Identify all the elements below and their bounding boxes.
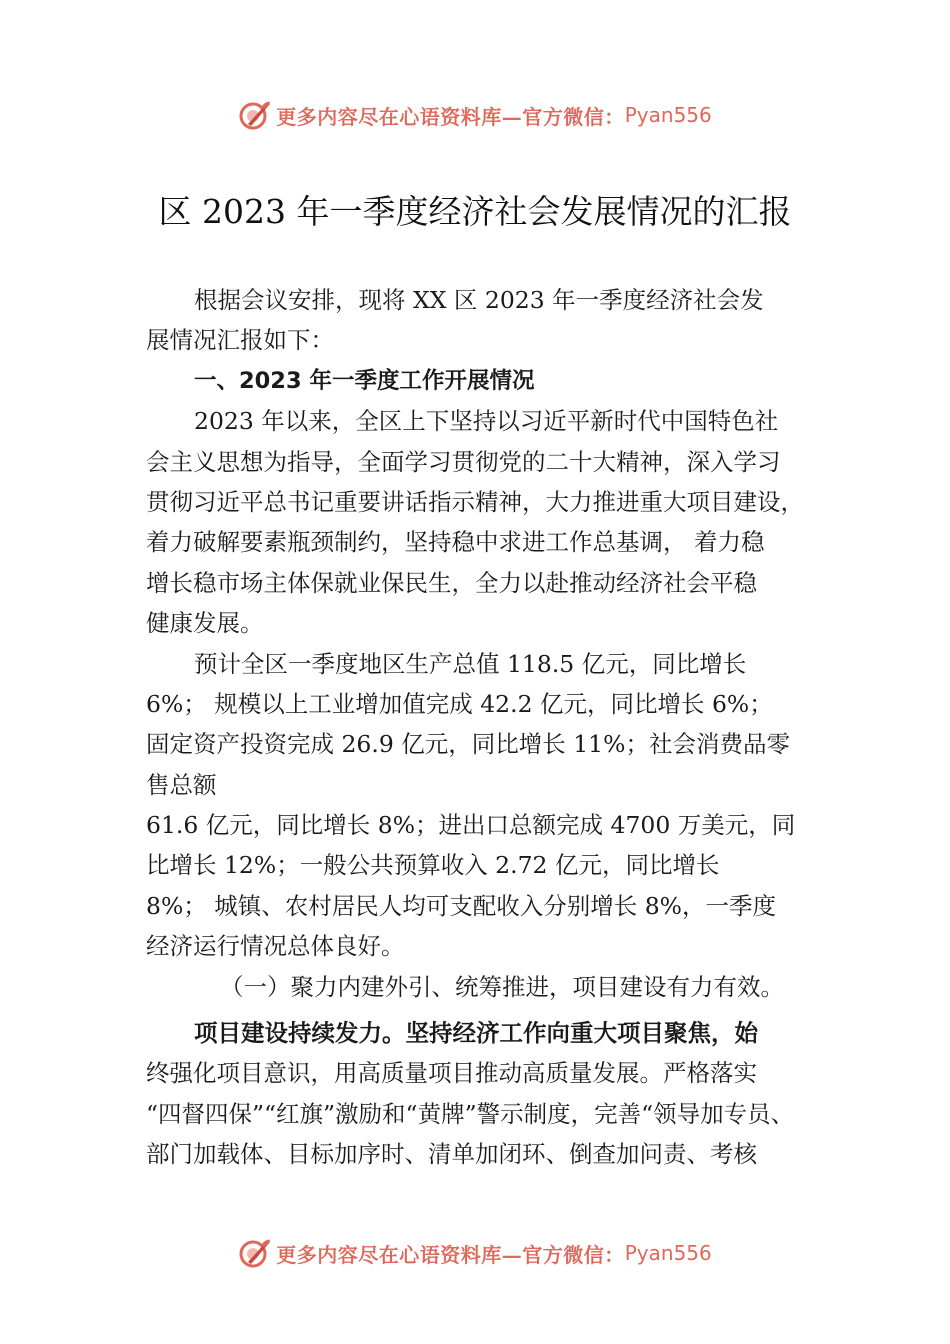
- paragraph-line: 增长稳市场主体保就业保民生，全力以赴推动经济社会平稳: [146, 568, 757, 597]
- paragraph-line: 8%； 城镇、农村居民人均可支配收入分别增长 8%，一季度: [146, 891, 777, 920]
- paragraph-line: 预计全区一季度地区生产总值 118.5 亿元，同比增长: [194, 649, 747, 678]
- quill-pen-circle-icon: [238, 1236, 272, 1270]
- paragraph-line: 部门加载体、目标加序时、清单加闭环、倒查加问责、考核: [146, 1140, 757, 1169]
- paragraph-line: 着力破解要素瓶颈制约，坚持稳中求进工作总基调， 着力稳: [146, 528, 765, 557]
- watermark-wechat-id: Pyan556: [624, 103, 712, 127]
- paragraph-line: 经济运行情况总体良好。: [146, 932, 405, 961]
- section-heading: 一、2023 年一季度工作开展情况: [194, 367, 535, 394]
- paragraph-line: 6%； 规模以上工业增加值完成 42.2 亿元，同比增长 6%；: [146, 689, 773, 718]
- document-body: [146, 280, 816, 1175]
- watermark-wechat-id: Pyan556: [624, 1241, 712, 1265]
- paragraph-line: 根据会议安排，现将 XX 区 2023 年一季度经济社会发: [194, 286, 764, 314]
- watermark-text: 更多内容尽在心语资料库—官方微信：: [276, 104, 625, 129]
- watermark-banner-top: [0, 95, 950, 135]
- document-title: 区 2023 年一季度经济社会发展情况的汇报: [158, 192, 792, 231]
- watermark-banner-bottom: [0, 1233, 950, 1273]
- watermark-text: 更多内容尽在心语资料库—官方微信：: [276, 1242, 625, 1267]
- paragraph-line: 会主义思想为指导，全面学习贯彻党的二十大精神，深入学习: [146, 447, 781, 476]
- paragraph-line: 终强化项目意识，用高质量项目推动高质量发展。严格落实: [146, 1059, 757, 1088]
- paragraph-line: 61.6 亿元，同比增长 8%；进出口总额完成 4700 万美元，同: [146, 811, 796, 840]
- paragraph-line: 项目建设持续发力。坚持经济工作向重大项目聚焦，始: [194, 1019, 758, 1048]
- quill-pen-circle-icon: [238, 98, 272, 132]
- paragraph-line: “四督四保”“红旗”激励和“黄牌”警示制度，完善“领导加专员、: [146, 1099, 795, 1128]
- paragraph-line: 比增长 12%；一般公共预算收入 2.72 亿元，同比增长: [146, 851, 720, 880]
- subsection-heading: （一）聚力内建外引、统筹推进，项目建设有力有效。: [220, 972, 784, 1001]
- paragraph-line: 2023 年以来，全区上下坚持以习近平新时代中国特色社: [194, 407, 779, 436]
- paragraph-line: 贯彻习近平总书记重要讲话指示精神，大力推进重大项目建设，: [146, 487, 804, 516]
- paragraph-line: 健康发展。: [146, 609, 264, 638]
- paragraph-line: 固定资产投资完成 26.9 亿元，同比增长 11%；社会消费品零: [146, 730, 790, 759]
- paragraph-line: 展情况汇报如下：: [146, 326, 334, 355]
- paragraph-line: 售总额: [146, 770, 217, 799]
